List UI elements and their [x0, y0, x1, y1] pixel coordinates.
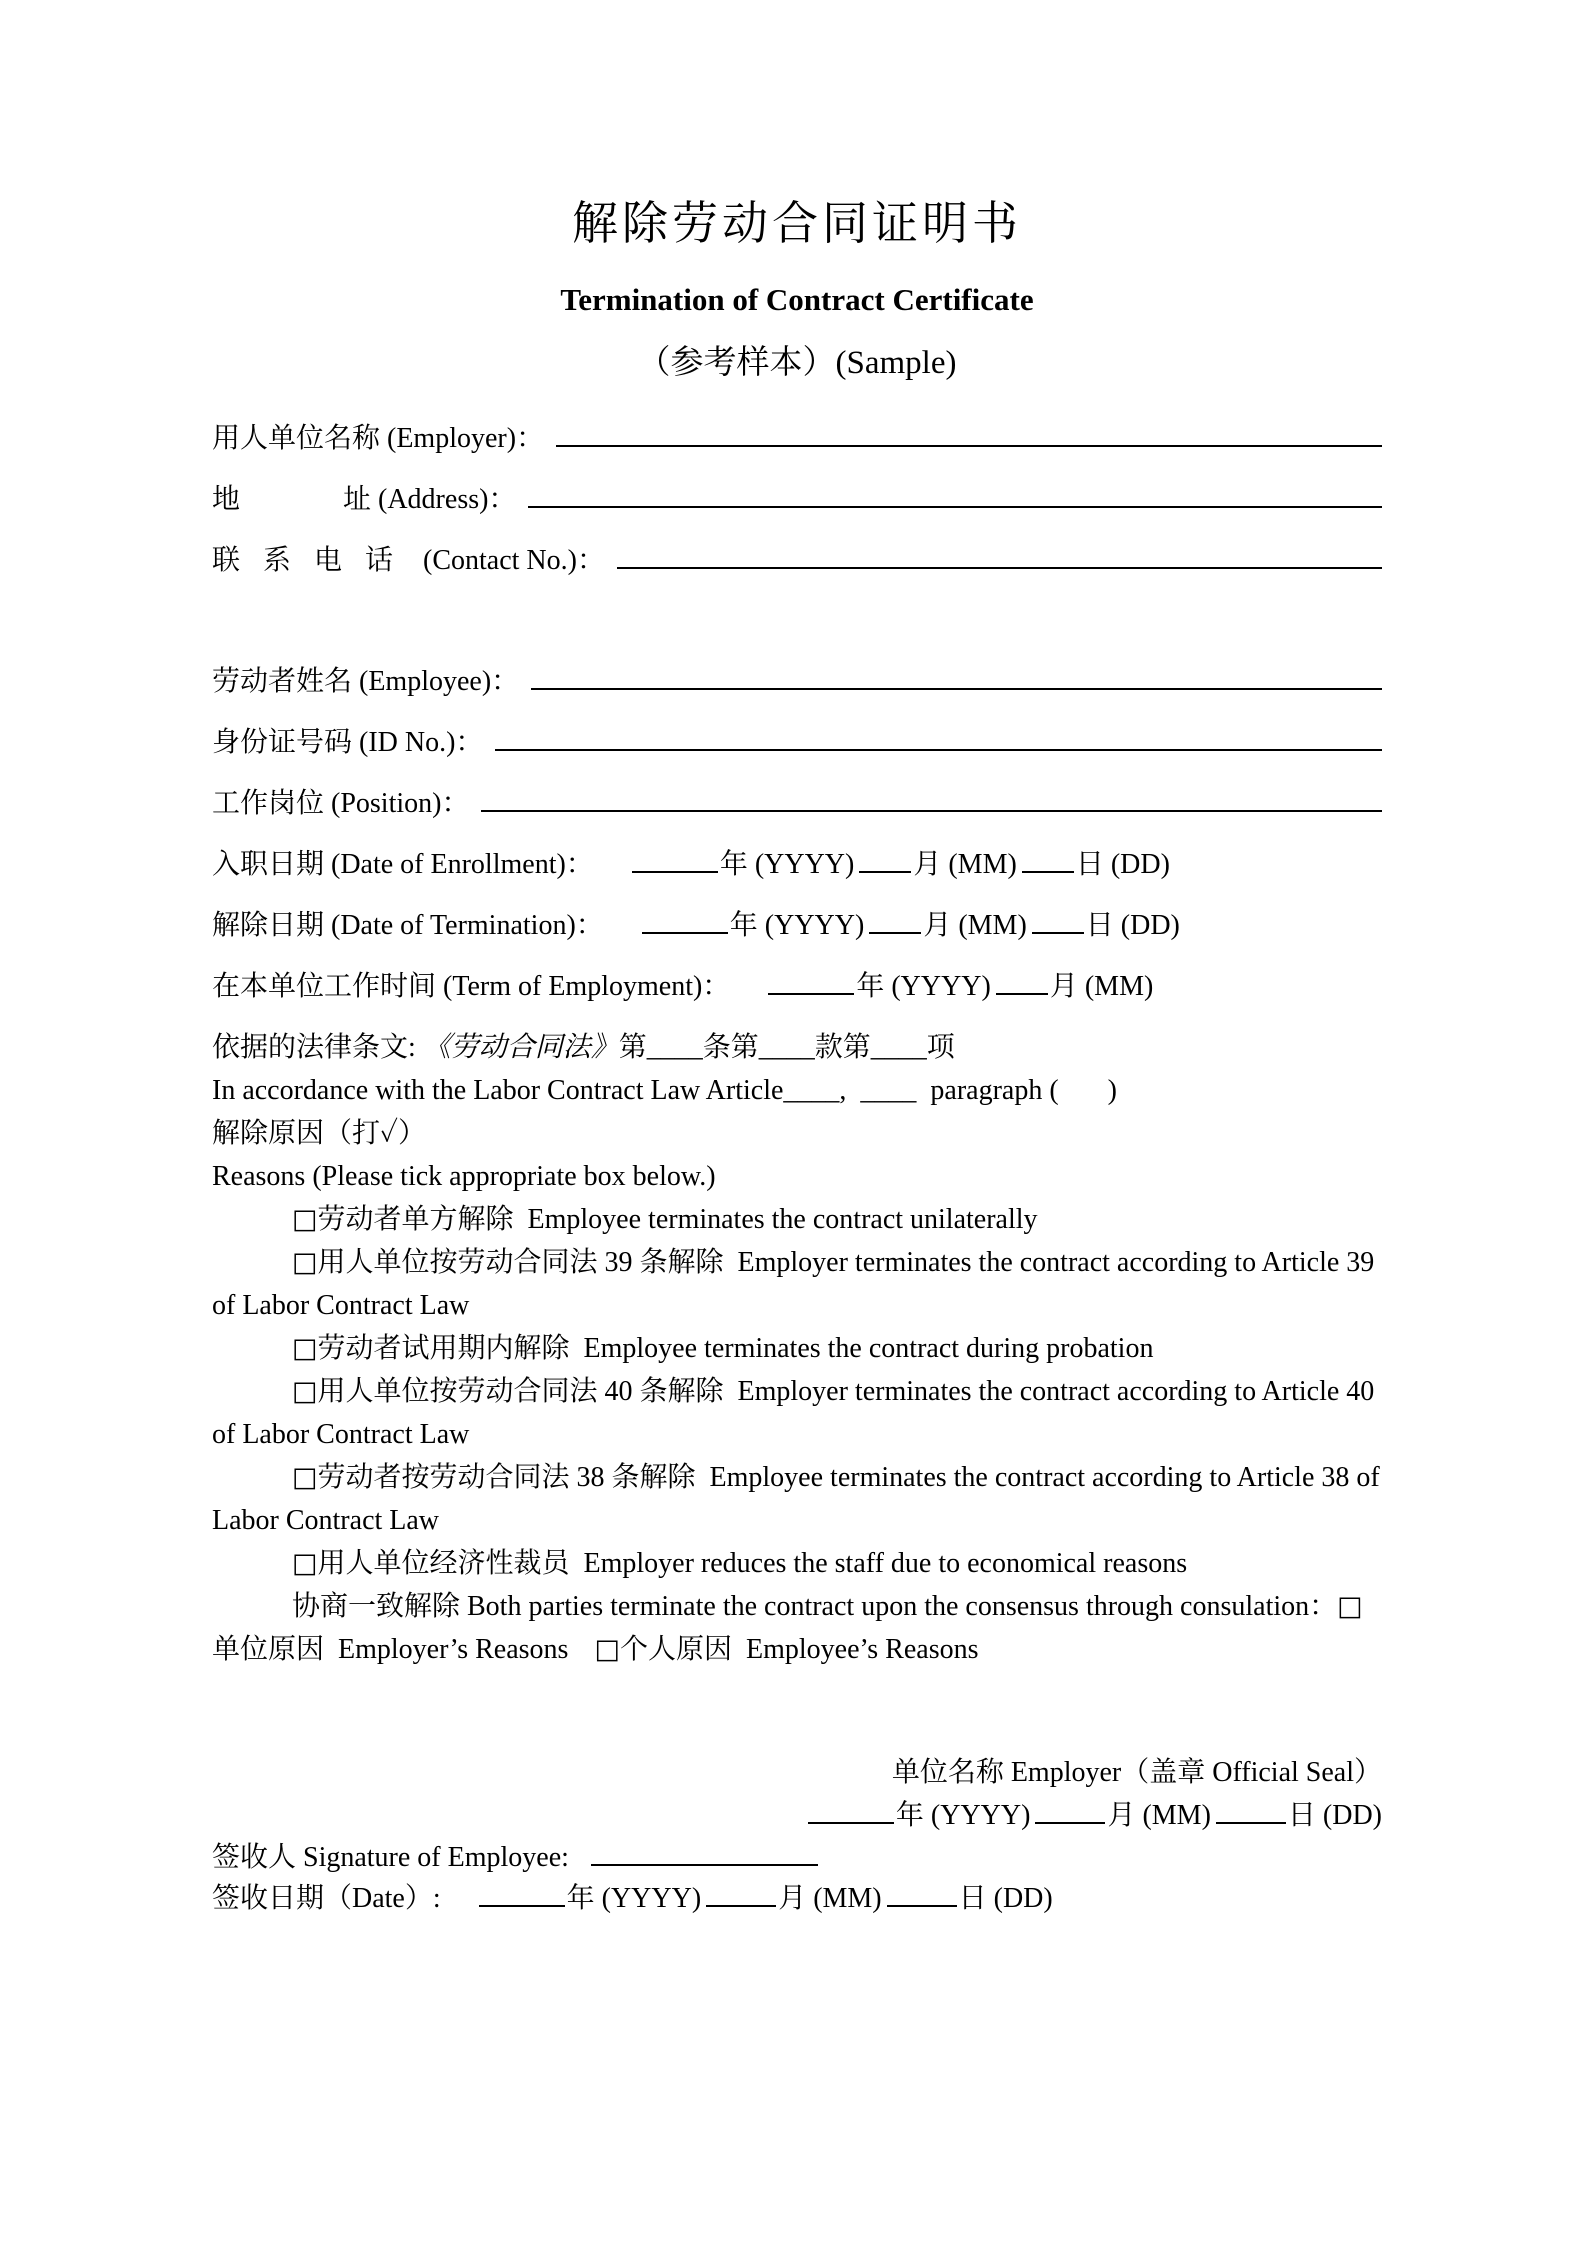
- sign-year-blank[interactable]: [479, 1903, 565, 1907]
- reason-item-consensus: [212, 1585, 1382, 1671]
- month-format-label: 月 (MM): [1049, 970, 1154, 1002]
- employee-signature-section: [212, 1837, 1382, 1919]
- sign-day-blank[interactable]: [887, 1903, 957, 1907]
- contact-input-line[interactable]: [617, 567, 1382, 569]
- reason-header-en: Reasons (Please tick appropriate box below.): [212, 1160, 716, 1192]
- legal-section: [212, 1026, 1387, 1671]
- field-row-employer: [212, 421, 1382, 458]
- reason-header-cn: 解除原因（打✓）: [212, 1117, 427, 1149]
- term-of-employment-label: 在本单位工作时间 (Term of Employment)：: [212, 970, 731, 1002]
- reason-text: 劳动者按劳动合同法 38 条解除 Employee terminates the contract according to Article 38 of Labor Contract Law: [212, 1461, 1387, 1536]
- employee-name-label: 劳动者姓名 (Employee)：: [212, 666, 520, 698]
- law-title-cn: 《劳动合同法》: [422, 1031, 619, 1063]
- address-label-rest: 址 (Address)：: [343, 484, 517, 516]
- field-row-contact: [212, 543, 1382, 580]
- id-no-input-line[interactable]: [495, 749, 1382, 751]
- address-label-cn-left: 地: [212, 484, 241, 516]
- year-format-label: 年 (YYYY): [566, 1882, 702, 1914]
- month-format-label: 月 (MM): [1107, 1799, 1211, 1831]
- termination-date-label: 解除日期 (Date of Termination)：: [212, 909, 604, 941]
- month-format-label: 月 (MM): [913, 849, 1017, 880]
- reason-text: 用人单位经济性裁员 Employer reduces the staff due to economical reasons: [317, 1547, 1188, 1579]
- checkbox-icon[interactable]: □: [292, 1332, 318, 1364]
- month-format-label: 月 (MM): [923, 909, 1027, 941]
- year-format-label: 年 (YYYY): [719, 849, 855, 880]
- checkbox-icon[interactable]: □: [292, 1461, 318, 1493]
- employer-section: [212, 421, 1382, 580]
- field-row-enrollment-date: [212, 847, 1382, 884]
- field-row-employee-name: [212, 664, 1382, 701]
- signature-blank[interactable]: [591, 1862, 818, 1866]
- legal-basis-cn-prefix: 依据的法律条文:: [212, 1031, 423, 1063]
- reason-text: 劳动者试用期内解除 Employee terminates the contract during probation: [317, 1332, 1154, 1364]
- checkbox-icon[interactable]: □: [292, 1375, 318, 1407]
- address-label: [212, 482, 516, 519]
- signature-label: 签收人 Signature of Employee:: [212, 1841, 569, 1873]
- consensus-text: 协商一致解除 Both parties terminate the contract upon the consensus through consulation：: [292, 1590, 1338, 1622]
- id-no-label: 身份证号码 (ID No.)：: [212, 727, 484, 759]
- reason-text: 劳动者单方解除 Employee terminates the contract unilaterally: [317, 1203, 1038, 1235]
- sign-date-line: [212, 1878, 1382, 1919]
- term-month-blank[interactable]: [996, 991, 1048, 995]
- termination-day-blank[interactable]: [1032, 930, 1084, 934]
- reason-text: 用人单位按劳动合同法 39 条解除 Employer terminates the contract according to Article 39 of Labor Contract Law: [212, 1246, 1382, 1321]
- employee-name-input-line[interactable]: [531, 688, 1382, 690]
- sample-note: （参考样本）(Sample): [637, 344, 957, 381]
- sign-month-blank[interactable]: [706, 1903, 776, 1907]
- reason-item-staff-reduction: [212, 1542, 1382, 1585]
- seal-day-blank[interactable]: [1216, 1820, 1286, 1824]
- checkbox-icon[interactable]: □: [292, 1203, 318, 1235]
- day-format-label: 日 (DD): [1287, 1799, 1382, 1831]
- employer-seal-section: [212, 1751, 1382, 1837]
- employer-name-label: 用人单位名称 (Employer)：: [212, 423, 545, 455]
- consensus-employee-reason: 个人原因 Employee’s Reasons: [619, 1633, 979, 1665]
- field-row-address: [212, 482, 1382, 519]
- enrollment-month-blank[interactable]: [859, 869, 911, 873]
- signature-line: [212, 1837, 1382, 1878]
- term-year-blank[interactable]: [768, 991, 854, 995]
- day-format-label: 日 (DD): [958, 1882, 1053, 1914]
- reason-item-article-39: [212, 1241, 1382, 1327]
- position-input-line[interactable]: [481, 810, 1382, 812]
- enrollment-date-label: 入职日期 (Date of Enrollment)：: [212, 849, 594, 880]
- reason-item-unilateral: [212, 1198, 1382, 1241]
- seal-date-line: [212, 1794, 1382, 1837]
- year-format-label: 年 (YYYY): [895, 1799, 1031, 1831]
- seal-month-blank[interactable]: [1035, 1820, 1105, 1824]
- enrollment-day-blank[interactable]: [1022, 869, 1074, 873]
- enrollment-year-blank[interactable]: [632, 869, 718, 873]
- reason-item-probation: [212, 1327, 1382, 1370]
- field-row-position: [212, 786, 1382, 823]
- field-row-id-no: [212, 725, 1382, 762]
- reason-item-article-40: [212, 1370, 1382, 1456]
- contact-label-rest: (Contact No.)：: [416, 545, 605, 577]
- day-format-label: 日 (DD): [1085, 909, 1180, 941]
- seal-year-blank[interactable]: [808, 1820, 894, 1824]
- consensus-employer-reason: 单位原因 Employer’s Reasons: [212, 1633, 569, 1665]
- field-row-termination-date: [212, 908, 1382, 945]
- checkbox-icon[interactable]: □: [1337, 1590, 1363, 1622]
- checkbox-icon[interactable]: □: [292, 1547, 318, 1579]
- employer-name-input-line[interactable]: [556, 445, 1382, 447]
- checkbox-icon[interactable]: □: [594, 1633, 620, 1665]
- termination-year-blank[interactable]: [642, 930, 728, 934]
- legal-basis-cn: [212, 1026, 1382, 1069]
- employee-section: [212, 664, 1382, 1006]
- position-label: 工作岗位 (Position)：: [212, 788, 470, 820]
- year-format-label: 年 (YYYY): [729, 909, 865, 941]
- contact-label-cn: 联系电话: [212, 545, 417, 577]
- month-format-label: 月 (MM): [778, 1882, 882, 1914]
- day-format-label: 日 (DD): [1075, 849, 1170, 880]
- reason-item-article-38: [212, 1456, 1387, 1542]
- reason-text: 用人单位按劳动合同法 40 条解除 Employer terminates the contract according to Article 40 of Labor Contract Law: [212, 1375, 1382, 1450]
- seal-line: 单位名称 Employer（盖章 Official Seal）: [891, 1756, 1382, 1788]
- legal-basis-en: In accordance with the Labor Contract Law Article____, ____ paragraph ( ): [212, 1074, 1117, 1106]
- legal-basis-cn-blanks: 第____条第____款第____项: [618, 1031, 955, 1063]
- page-title-en: Termination of Contract Certificate: [560, 281, 1034, 317]
- contact-label: [212, 543, 605, 580]
- page-title-cn: 解除劳动合同证明书: [572, 198, 1022, 249]
- year-format-label: 年 (YYYY): [856, 970, 991, 1002]
- field-row-term-of-employment: [212, 969, 1382, 1006]
- address-input-line[interactable]: [528, 506, 1382, 508]
- termination-month-blank[interactable]: [869, 930, 921, 934]
- sign-date-label: 签收日期（Date）:: [212, 1882, 441, 1914]
- checkbox-icon[interactable]: □: [292, 1246, 318, 1278]
